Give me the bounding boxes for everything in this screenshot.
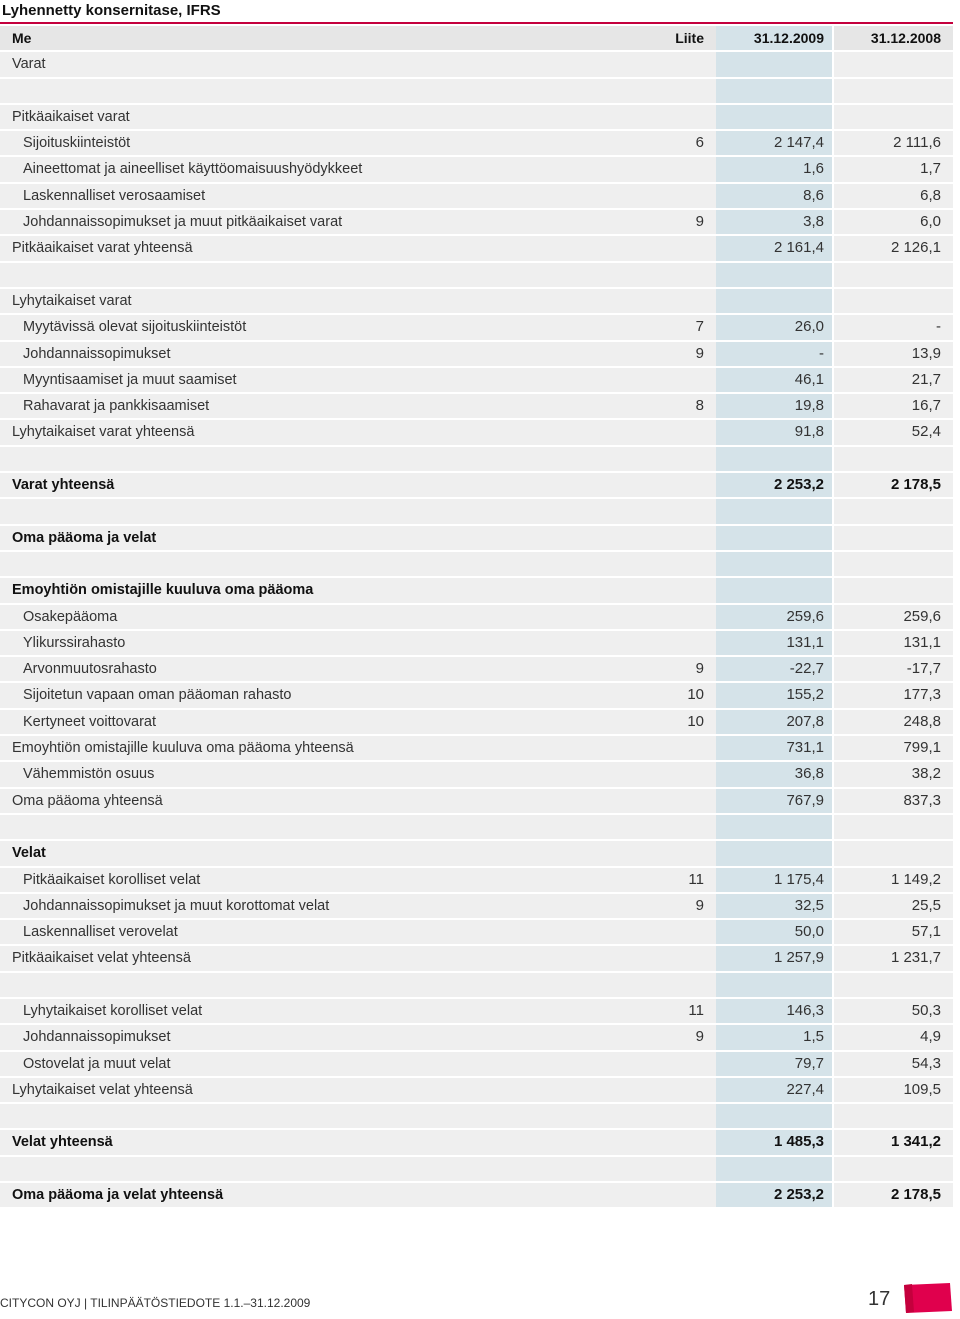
table-row: [0, 526, 953, 552]
row-label: Pitkäaikaiset korolliset velat: [23, 871, 201, 888]
row-value-2008: 248,8: [903, 712, 941, 730]
row-value-2008: 2 111,6: [893, 134, 941, 152]
row-label: Laskennalliset verovelat: [23, 924, 178, 941]
table-row: [0, 473, 953, 499]
row-label: Pitkäaikaiset velat yhteensä: [12, 950, 191, 967]
table-row: [0, 342, 953, 368]
row-label: Myyntisaamiset ja muut saamiset: [23, 371, 237, 388]
row-label: Oma pääoma ja velat yhteensä: [12, 1187, 224, 1204]
row-value-2009: 1 175,4: [773, 870, 824, 888]
table-row: [0, 762, 953, 788]
balance-sheet-table: [0, 26, 953, 1209]
row-value-2008: -17,7: [906, 660, 941, 678]
row-label: Aineettomat ja aineelliset käyttöomaisuushyödykkeet: [23, 161, 363, 178]
row-value-2008: 16,7: [911, 397, 941, 415]
page-title: Lyhennetty konsernitase, IFRS: [2, 2, 221, 19]
row-value-2009: 36,8: [794, 765, 824, 783]
row-label: Johdannaissopimukset ja muut pitkäaikaiset varat: [23, 214, 343, 231]
row-note: 9: [695, 344, 704, 362]
row-value-2008: 4,9: [920, 1028, 941, 1046]
row-note: 9: [695, 213, 704, 231]
header-note: Liite: [675, 30, 704, 46]
page-number: 17: [868, 1288, 891, 1310]
table-row: [0, 420, 953, 446]
row-note: 8: [695, 397, 704, 415]
table-row: [0, 973, 953, 999]
row-label: Johdannaissopimukset: [23, 1029, 171, 1046]
header-col-2008: 31.12.2008: [870, 30, 941, 46]
row-value-2008: 799,1: [903, 739, 941, 757]
row-value-2009: 131,1: [786, 633, 824, 651]
row-value-2008: 131,1: [903, 633, 941, 651]
row-note: 9: [695, 1028, 704, 1046]
table-row: [0, 1130, 953, 1156]
row-label: Oma pääoma ja velat: [12, 529, 157, 546]
row-label: Myytävissä olevat sijoituskiinteistöt: [23, 319, 247, 336]
row-value-2009: 50,0: [794, 923, 824, 941]
row-value-2008: 50,3: [911, 1001, 941, 1019]
row-label: Rahavarat ja pankkisaamiset: [23, 398, 210, 415]
row-value-2008: 13,9: [911, 344, 941, 362]
table-row: [0, 1157, 953, 1183]
row-label: Sijoituskiinteistöt: [23, 135, 131, 152]
table-row: [0, 236, 953, 262]
row-label: Emoyhtiön omistajille kuuluva oma pääoma: [12, 582, 314, 599]
row-note: 7: [695, 318, 704, 336]
table-row: [0, 789, 953, 815]
table-row: [0, 263, 953, 289]
row-label: Sijoitetun vapaan oman pääoman rahasto: [23, 687, 292, 704]
row-value-2008: 2 178,5: [890, 476, 941, 494]
table-row: [0, 1104, 953, 1130]
row-label: Laskennalliset verosaamiset: [23, 187, 206, 204]
table-row: [0, 736, 953, 762]
row-value-2009: 2 253,2: [773, 1186, 824, 1204]
table-row: [0, 631, 953, 657]
table-row: [0, 1183, 953, 1209]
row-value-2009: 19,8: [794, 397, 824, 415]
table-row: [0, 131, 953, 157]
row-label: Pitkäaikaiset varat yhteensä: [12, 240, 193, 257]
row-value-2008: 54,3: [911, 1054, 941, 1072]
table-row: [0, 552, 953, 578]
table-row: [0, 894, 953, 920]
row-value-2009: 2 161,4: [773, 239, 824, 257]
row-value-2008: 177,3: [903, 686, 941, 704]
row-value-2009: 146,3: [786, 1001, 824, 1019]
table-row: [0, 946, 953, 972]
table-row: [0, 841, 953, 867]
row-note: 6: [695, 134, 704, 152]
row-value-2009: 46,1: [794, 370, 824, 388]
table-row: [0, 157, 953, 183]
row-value-2009: 227,4: [786, 1080, 824, 1098]
row-label: Varat yhteensä: [12, 477, 115, 494]
row-note: 11: [688, 1001, 704, 1019]
row-value-2008: 259,6: [903, 607, 941, 625]
table-row: [0, 683, 953, 709]
table-row: [0, 368, 953, 394]
footer-text: CITYCON OYJ | TILINPÄÄTÖSTIEDOTE 1.1.–31.12.2009: [0, 1296, 311, 1310]
citycon-logo-flag: [902, 1281, 954, 1315]
row-value-2008: 6,0: [920, 213, 941, 231]
row-value-2008: 2 126,1: [890, 239, 941, 257]
table-row: [0, 868, 953, 894]
row-value-2009: 155,2: [786, 686, 824, 704]
row-label: Lyhytaikaiset velat yhteensä: [12, 1081, 193, 1098]
row-value-2009: 32,5: [794, 896, 824, 914]
row-label: Ylikurssirahasto: [23, 634, 126, 651]
row-note: 10: [687, 686, 704, 704]
row-value-2009: 79,7: [794, 1054, 824, 1072]
row-value-2008: 52,4: [911, 423, 941, 441]
table-row: [0, 289, 953, 315]
row-value-2008: -: [936, 318, 941, 336]
table-row: [0, 1025, 953, 1051]
row-value-2009: 1,6: [803, 160, 824, 178]
table-row: [0, 499, 953, 525]
row-label: Arvonmuutosrahasto: [23, 661, 157, 678]
row-label: Lyhytaikaiset korolliset velat: [23, 1002, 203, 1019]
table-row: [0, 605, 953, 631]
row-label: Pitkäaikaiset varat: [12, 108, 130, 125]
row-value-2008: 1 149,2: [890, 870, 941, 888]
row-note: 10: [687, 712, 704, 730]
row-value-2009: 2 253,2: [773, 476, 824, 494]
row-label: Lyhytaikaiset varat yhteensä: [12, 424, 195, 441]
row-note: 9: [695, 896, 704, 914]
row-value-2008: 57,1: [911, 923, 941, 941]
table-row: [0, 920, 953, 946]
row-label: Johdannaissopimukset ja muut korottomat velat: [23, 897, 330, 914]
row-label: Emoyhtiön omistajille kuuluva oma pääoma yhteensä: [12, 740, 354, 757]
row-value-2009: 91,8: [794, 423, 824, 441]
row-label: Osakepääoma: [23, 608, 118, 625]
row-label: Varat: [12, 56, 46, 73]
table-row: [0, 1052, 953, 1078]
row-label: Velat: [12, 845, 46, 862]
header-unit: Me: [12, 30, 32, 46]
row-value-2008: 109,5: [903, 1080, 941, 1098]
row-value-2009: 3,8: [803, 213, 824, 231]
row-value-2009: 1 257,9: [773, 949, 824, 967]
row-label: Kertyneet voittovarat: [23, 713, 156, 730]
row-value-2008: 837,3: [903, 791, 941, 809]
row-value-2009: 259,6: [786, 607, 824, 625]
row-value-2009: 1,5: [803, 1028, 824, 1046]
table-row: [0, 999, 953, 1025]
row-label: Johdannaissopimukset: [23, 345, 171, 362]
row-label: Velat yhteensä: [12, 1134, 113, 1151]
table-row: [0, 1078, 953, 1104]
table-row: [0, 315, 953, 341]
table-row: [0, 657, 953, 683]
row-value-2008: 25,5: [911, 896, 941, 914]
row-value-2009: 2 147,4: [773, 134, 824, 152]
row-value-2008: 1 341,2: [890, 1133, 941, 1151]
row-value-2008: 1,7: [920, 160, 941, 178]
row-value-2009: 1 485,3: [773, 1133, 824, 1151]
table-row: [0, 710, 953, 736]
row-value-2008: 21,7: [911, 370, 941, 388]
table-row: [0, 52, 953, 78]
table-row: [0, 447, 953, 473]
table-row: [0, 184, 953, 210]
table-row: [0, 815, 953, 841]
row-value-2008: 38,2: [911, 765, 941, 783]
row-value-2009: -: [819, 344, 824, 362]
header-col-2009: 31.12.2009: [753, 30, 824, 46]
row-value-2009: 26,0: [794, 318, 824, 336]
row-value-2009: 207,8: [786, 712, 824, 730]
table-row: [0, 578, 953, 604]
row-label: Ostovelat ja muut velat: [23, 1055, 171, 1072]
row-label: Lyhytaikaiset varat: [12, 292, 132, 309]
row-note: 9: [695, 660, 704, 678]
row-value-2009: 731,1: [786, 739, 824, 757]
row-value-2009: 8,6: [803, 186, 824, 204]
table-row: [0, 394, 953, 420]
row-value-2009: -22,7: [789, 660, 824, 678]
row-note: 11: [688, 870, 704, 888]
row-label: Oma pääoma yhteensä: [12, 792, 163, 809]
row-value-2008: 2 178,5: [890, 1186, 941, 1204]
row-value-2008: 6,8: [920, 186, 941, 204]
table-row: [0, 210, 953, 236]
table-header-row: [0, 26, 953, 52]
title-rule: [0, 22, 953, 24]
row-value-2009: 767,9: [786, 791, 824, 809]
table-row: [0, 79, 953, 105]
row-value-2008: 1 231,7: [890, 949, 941, 967]
table-row: [0, 105, 953, 131]
row-label: Vähemmistön osuus: [23, 766, 155, 783]
